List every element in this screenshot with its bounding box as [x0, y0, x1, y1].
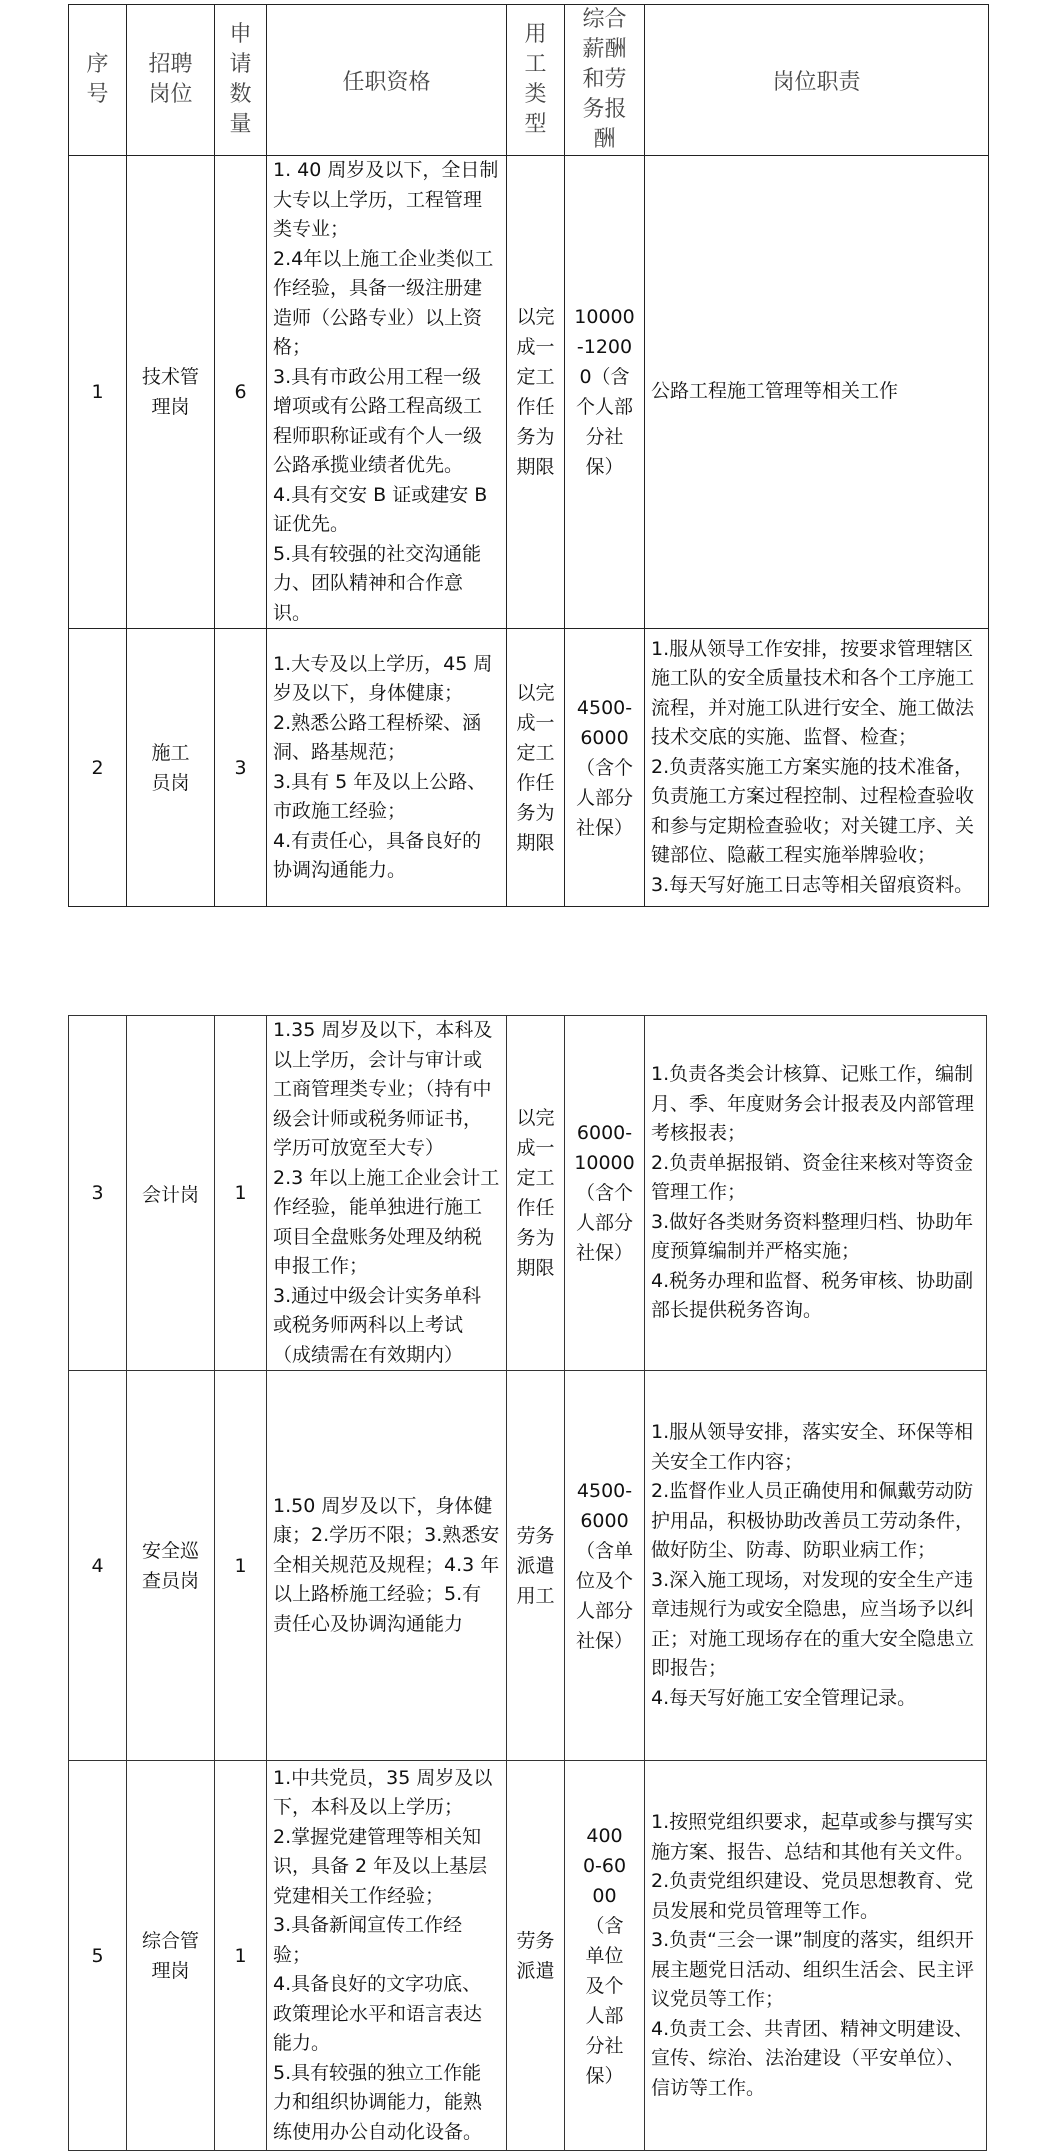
table-row	[69, 1016, 987, 1371]
header-no: 序号	[69, 5, 127, 156]
row-employment-type: 以完成一定工作任务为期限	[507, 629, 565, 907]
row-post: 安全巡查员岗	[127, 1371, 215, 1761]
header-qualification: 任职资格	[267, 5, 507, 156]
row-qualification: 1.中共党员，35 周岁及以下，本科及以上学历； 2.掌握党建管理等相关知识，具备 2 年及以上基层党建相关工作经验； 3.具备新闻宣传工作经验； 4.具备良好的文字功底、政策理论水平和语言表达能力。 5.具有较强的独立工作能力和组织协调能力，能熟练使用办公自动化设备。	[267, 1761, 507, 2151]
row-employment-type: 以完成一定工作任务为期限	[507, 1016, 565, 1371]
recruitment-table-part-2	[68, 1015, 987, 2151]
row-salary: 4000-6000（含单位及个人部分社保）	[565, 1761, 645, 2151]
row-duties: 1.服从领导工作安排，按要求管理辖区施工队的安全质量技术和各个工序施工流程，并对施工队进行安全、施工做法技术交底的实施、监督、检查； 2.负责落实施工方案实施的技术准备，负责施工方案过程控制、过程检查验收和参与定期检查验收；对关键工序、关键部位、隐蔽工程实施举牌验收； 3.每天写好施工日志等相关留痕资料。	[645, 629, 989, 907]
row-salary: 4500-6000（含单位及个人部分社保）	[565, 1371, 645, 1761]
row-count: 6	[215, 156, 267, 629]
row-employment-type: 以完成一定工作任务为期限	[507, 156, 565, 629]
header-post: 招聘岗位	[127, 5, 215, 156]
table-row	[69, 629, 989, 907]
row-post: 综合管理岗	[127, 1761, 215, 2151]
row-qualification: 1.50 周岁及以下，身体健康；2.学历不限；3.熟悉安全相关规范及规程；4.3 年以上路桥施工经验；5.有责任心及协调沟通能力	[267, 1371, 507, 1761]
row-no: 1	[69, 156, 127, 629]
row-no: 4	[69, 1371, 127, 1761]
row-qualification: 1.大专及以上学历，45 周岁及以下，身体健康； 2.熟悉公路工程桥梁、涵洞、路基规范； 3.具有 5 年及以上公路、市政施工经验； 4.有责任心，具备良好的协调沟通能力。	[267, 629, 507, 907]
row-count: 3	[215, 629, 267, 907]
row-post: 会计岗	[127, 1016, 215, 1371]
row-employment-type: 劳务派遣	[507, 1761, 565, 2151]
header-salary: 综合薪酬和劳务报酬	[565, 5, 645, 156]
row-salary: 4500-6000（含个人部分社保）	[565, 629, 645, 907]
recruitment-table-part-1	[68, 4, 989, 907]
row-post: 技术管理岗	[127, 156, 215, 629]
row-salary: 6000-10000（含个人部分社保）	[565, 1016, 645, 1371]
table-row	[69, 1761, 987, 2151]
row-qualification: 1.35 周岁及以下，本科及以上学历，会计与审计或工商管理类专业；（持有中级会计师或税务师证书，学历可放宽至大专） 2.3 年以上施工企业会计工作经验，能单独进行施工项目全盘账务处理及纳税申报工作； 3.通过中级会计实务单科或税务师两科以上考试（成绩需在有效期内）	[267, 1016, 507, 1371]
row-duties: 1.按照党组织要求，起草或参与撰写实施方案、报告、总结和其他有关文件。 2.负责党组织建设、党员思想教育、党员发展和党员管理等工作。 3.负责“三会一课”制度的落实，组织开展主题党日活动、组织生活会、民主评议党员等工作； 4.负责工会、共青团、精神文明建设、宣传、综治、法治建设（平安单位）、信访等工作。	[645, 1761, 987, 2151]
table-row	[69, 1371, 987, 1761]
row-duties: 1.服从领导安排，落实安全、环保等相关安全工作内容； 2.监督作业人员正确使用和佩戴劳动防护用品，积极协助改善员工劳动条件，做好防尘、防毒、防职业病工作； 3.深入施工现场，对发现的安全生产违章违规行为或安全隐患，应当场予以纠正；对施工现场存在的重大安全隐患立即报告； 4.每天写好施工安全管理记录。	[645, 1371, 987, 1761]
row-no: 3	[69, 1016, 127, 1371]
row-count: 1	[215, 1371, 267, 1761]
row-employment-type: 劳务派遣用工	[507, 1371, 565, 1761]
row-no: 5	[69, 1761, 127, 2151]
header-row	[69, 5, 989, 156]
header-duties: 岗位职责	[645, 5, 989, 156]
row-count: 1	[215, 1761, 267, 2151]
row-duties: 1.负责各类会计核算、记账工作，编制月、季、年度财务会计报表及内部管理考核报表； 2.负责单据报销、资金往来核对等资金管理工作； 3.做好各类财务资料整理归档、协助年度预算编制并严格实施； 4.税务办理和监督、税务审核、协助副部长提供税务咨询。	[645, 1016, 987, 1371]
header-employment-type: 用工类型	[507, 5, 565, 156]
row-count: 1	[215, 1016, 267, 1371]
row-salary: 10000-12000（含个人部分社保）	[565, 156, 645, 629]
row-qualification: 1. 40 周岁及以下，全日制大专以上学历，工程管理类专业； 2.4年以上施工企业类似工作经验，具备一级注册建造师（公路专业）以上资格； 3.具有市政公用工程一级增项或有公路工程高级工程师职称证或有个人一级公路承揽业绩者优先。 4.具有交安 B 证或建安 B 证优先。 5.具有较强的社交沟通能力、团队精神和合作意识。	[267, 156, 507, 629]
table-row	[69, 156, 989, 629]
header-count: 申请数量	[215, 5, 267, 156]
row-duties: 公路工程施工管理等相关工作	[645, 156, 989, 629]
row-no: 2	[69, 629, 127, 907]
row-post: 施工员岗	[127, 629, 215, 907]
